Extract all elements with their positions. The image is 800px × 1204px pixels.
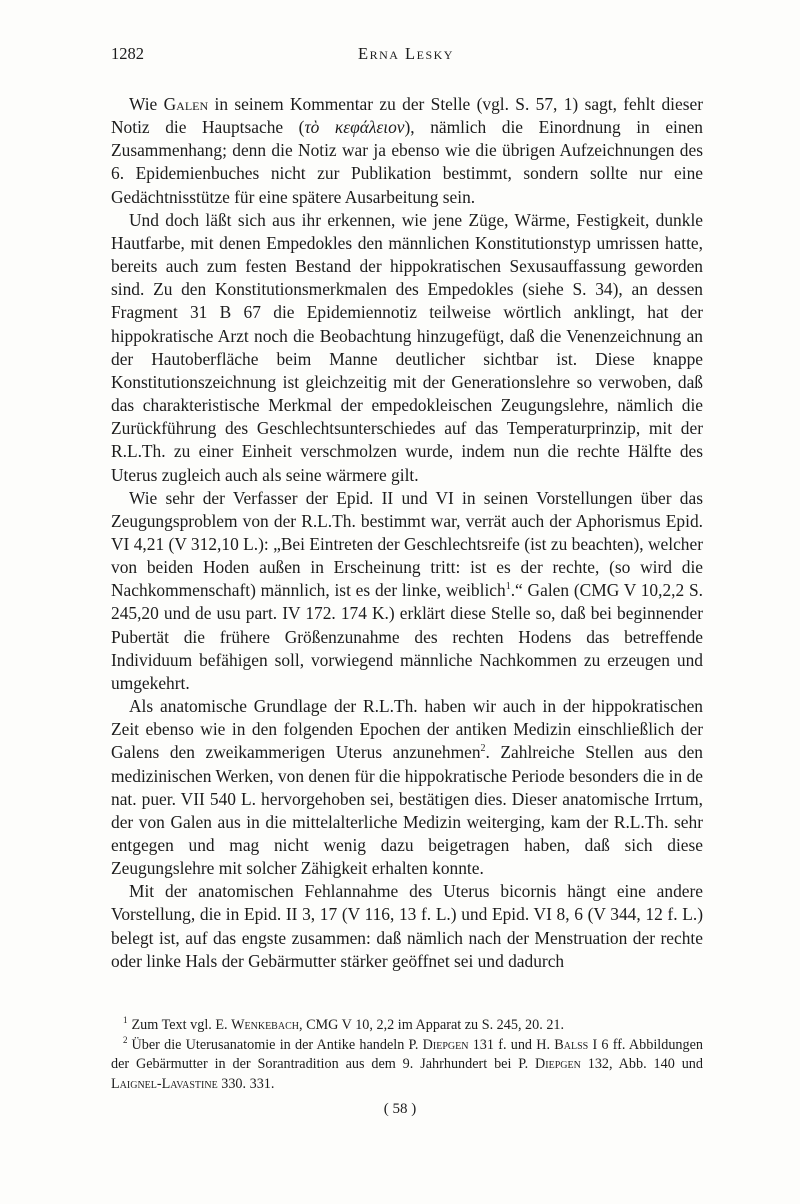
folio: ( 58 ) bbox=[383, 1101, 417, 1117]
text-span: Wie bbox=[129, 94, 164, 114]
author-name: Balss bbox=[554, 1036, 589, 1053]
author-name: Galen bbox=[163, 94, 209, 114]
author-name: Wenkebach bbox=[231, 1017, 299, 1033]
text-span: Über die Uterusanatomie in der Antike handeln P. bbox=[131, 1036, 423, 1053]
text-span: in seinem Kommentar zu der Stelle (vgl. S. 57, 1) sagt, fehlt dieser Notiz die Hauptsache ( bbox=[111, 94, 703, 138]
text-span: .“ Galen (CMG V 10,2,2 S. 245,20 und de usu part. IV 172. 174 K.) erklärt diese Stelle so, daß bei beginnender Pubertät die frühere Größenzunahme des rechten Hodens das betreffende Individuum befähigen soll, vorwiegend männliche Nachkommen zu erzeugen und umgekehrt. bbox=[111, 580, 704, 693]
paragraph bbox=[111, 695, 703, 880]
footnote bbox=[111, 1036, 703, 1095]
paragraph: Und doch läßt sich aus ihr erkennen, wie jene Züge, Wärme, Festigkeit, dunkle Hautfarbe, mit denen Empedokles den männlichen Konstitutionstyp umrissen hatte, bereits auch zum festen Bestand der hippokratischen Sexusauffassung geworden sind. Zu den Konstitutionsmerkmalen des Empedokles (siehe S. 34), an dessen Fragment 31 B 67 die Epidemiennotiz teilweise wörtlich anklingt, hat der hippokratische Arzt noch die Beobachtung hinzugefügt, daß die Venenzeichnung an der Hautoberfläche beim Manne deutlicher sichtbar ist. Diese knappe Konstitutionszeichnung ist gleichzeitig mit der Generationslehre so verwoben, daß das charakteristische Merkmal der empedokleischen Zeugungslehre, nämlich die Zurückführung des Geschlechtsunterschiedes auf das Temperaturprinzip, mit der R.L.Th. zu einer Einheit verschmolzen wurde, indem nun die rechte Hälfte des Uterus zugleich auch als seine wärmere gilt. bbox=[111, 209, 703, 485]
text-span: Zum Text vgl. E. bbox=[131, 1017, 232, 1033]
paragraph: Mit der anatomischen Fehlannahme des Uterus bicornis hängt eine andere Vorstellung, die in Epid. II 3, 17 (V 116, 13 f. L.) und Epid. VI 8, 6 (V 344, 12 f. L.) belegt ist, auf das engste zusammen: daß nämlich nach der Menstruation der rechte oder linke Hals der Gebärmutter stärker geöffnet sei und dadurch bbox=[111, 881, 703, 971]
text-span: 131 f. und H. bbox=[468, 1036, 555, 1053]
footnote-mark: 2 bbox=[123, 1034, 128, 1045]
author-name: Diepgen bbox=[422, 1036, 469, 1053]
text-span: I 6 ff. Abbildungen der Gebärmutter in der Sorantradition aus dem 9. Jahrhundert bei P. bbox=[111, 1036, 703, 1073]
paragraph bbox=[111, 487, 703, 695]
text-span: Wie sehr der Verfasser der Epid. II und VI in seinen Vorstellungen über das Zeugungsproblem von der R.L.Th. bestimmt war, verrät auch der Aphorismus Epid. VI 4,21 (V 312,10 L.): „Bei Eintreten der Geschlechtsreife (ist zu beachten), welcher von beiden Hoden außen in Erscheinung tritt: ist es der rechte, (so wird die Nachkommenschaft) männlich, ist es der linke, weiblich bbox=[111, 487, 703, 601]
page-header bbox=[111, 44, 701, 66]
footnote-reference[interactable]: 2 bbox=[480, 743, 486, 755]
text-span: ), nämlich die Einordnung in einen Zusammenhang; denn die Notiz war ja ebenso wie die übrigen Aufzeichnungen des 6. Epidemienbuches nicht zur Publikation bestimmt, sondern sollte nur eine Gedächtnisstütze für eine spätere Ausarbeitung sein. bbox=[111, 117, 703, 207]
footnote-reference[interactable]: 1 bbox=[505, 581, 511, 593]
text-span: Als anatomische Grundlage der R.L.Th. haben wir auch in der hippokratischen Zeit ebenso wie in den folgenden Epochen der antiken Medizin einschließlich der Galens den zweikammerigen Uterus anzunehmen bbox=[111, 696, 703, 763]
author-name: Diepgen bbox=[535, 1056, 581, 1073]
text-span: , CMG V 10, 2,2 im Apparat zu S. 245, 20. 21. bbox=[298, 1017, 565, 1033]
running-head: Erna Lesky bbox=[358, 44, 454, 63]
footnote-mark: 1 bbox=[123, 1015, 128, 1026]
footnote bbox=[111, 1016, 703, 1036]
text-span: 132, Abb. 140 und bbox=[580, 1056, 703, 1073]
body-text bbox=[111, 93, 703, 973]
paragraph bbox=[111, 93, 703, 209]
footnotes bbox=[111, 1016, 703, 1094]
author-name: Laignel-Lavastine bbox=[111, 1075, 218, 1092]
text-span: . Zahlreiche Stellen aus den medizinischen Werken, von denen für die hippokratische Periode besonders die in de nat. puer. VII 540 L. hervorgehoben sei, bestätigen dies. Dieser anatomische Irrtum, der von Galen aus in die mittelalterliche Medizin weiterging, kam der R.L.Th. sehr entgegen und mag nicht wenig dazu beigetragen haben, daß sich diese Zeugungslehre mit solcher Zähigkeit erhalten konnte. bbox=[111, 742, 703, 879]
greek-phrase: τὸ κεφάλειον bbox=[304, 117, 405, 138]
page-number: 1282 bbox=[111, 44, 144, 63]
text-span: 330. 331. bbox=[217, 1075, 275, 1092]
